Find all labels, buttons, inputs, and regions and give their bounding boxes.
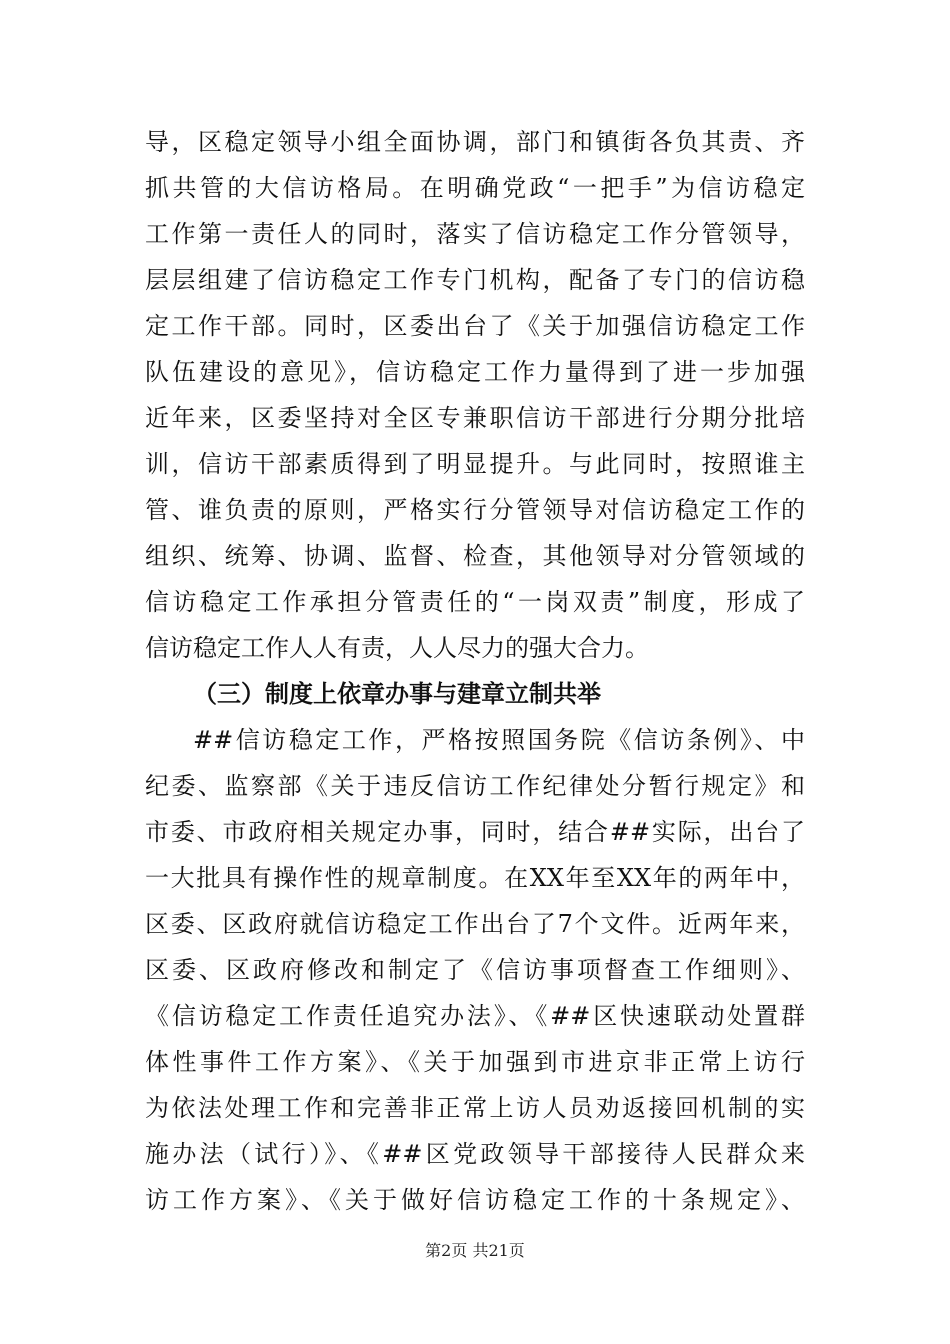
paragraph-line: 施办法（试行）》、《##区党政领导干部接待人民群众来 xyxy=(145,1140,805,1168)
paragraph-line: 市委、市政府相关规定办事，同时，结合##实际，出台了 xyxy=(145,818,805,846)
paragraph-line: 信访稳定工作承担分管责任的“一岗双责”制度，形成了 xyxy=(145,588,805,616)
page-number-footer: 第2页 共21页 xyxy=(425,1241,525,1260)
paragraph-line: 近年来，区委坚持对全区专兼职信访干部进行分期分批培 xyxy=(145,404,805,432)
paragraph-line: 访工作方案》、《关于做好信访稳定工作的十条规定》、 xyxy=(145,1186,805,1214)
paragraph-line: 训，信访干部素质得到了明显提升。与此同时，按照谁主 xyxy=(145,450,805,478)
paragraph-line: 工作第一责任人的同时，落实了信访稳定工作分管领导， xyxy=(145,220,805,248)
paragraph-line: 定工作干部。同时，区委出台了《关于加强信访稳定工作 xyxy=(145,312,805,340)
paragraph-line: 体性事件工作方案》、《关于加强到市进京非正常上访行 xyxy=(145,1048,805,1076)
paragraph-line: 一大批具有操作性的规章制度。在XX年至XX年的两年中， xyxy=(145,864,805,892)
paragraph-line: 为依法处理工作和完善非正常上访人员劝返接回机制的实 xyxy=(145,1094,805,1122)
paragraph-line: 《信访稳定工作责任追究办法》、《##区快速联动处置群 xyxy=(145,1002,805,1030)
paragraph-line: 纪委、监察部《关于违反信访工作纪律处分暂行规定》和 xyxy=(145,772,805,800)
paragraph-line: 导，区稳定领导小组全面协调，部门和镇街各负其责、齐 xyxy=(145,128,805,156)
paragraph-line: 组织、统筹、协调、监督、检查，其他领导对分管领域的 xyxy=(145,542,805,570)
paragraph-line: 队伍建设的意见》，信访稳定工作力量得到了进一步加强 xyxy=(145,358,805,386)
paragraph-line: 区委、区政府修改和制定了《信访事项督查工作细则》、 xyxy=(145,956,805,984)
paragraph-line: 层层组建了信访稳定工作专门机构，配备了专门的信访稳 xyxy=(145,266,805,294)
paragraph-line: 抓共管的大信访格局。在明确党政“一把手”为信访稳定 xyxy=(145,174,805,202)
paragraph-line: 信访稳定工作人人有责，人人尽力的强大合力。 xyxy=(145,634,649,662)
paragraph-line: 管、谁负责的原则，严格实行分管领导对信访稳定工作的 xyxy=(145,496,805,524)
section-heading: （三）制度上依章办事与建章立制共举 xyxy=(193,680,601,708)
paragraph-line: ##信访稳定工作，严格按照国务院《信访条例》、中 xyxy=(193,726,805,754)
paragraph-line: 区委、区政府就信访稳定工作出台了7个文件。近两年来， xyxy=(145,910,805,938)
